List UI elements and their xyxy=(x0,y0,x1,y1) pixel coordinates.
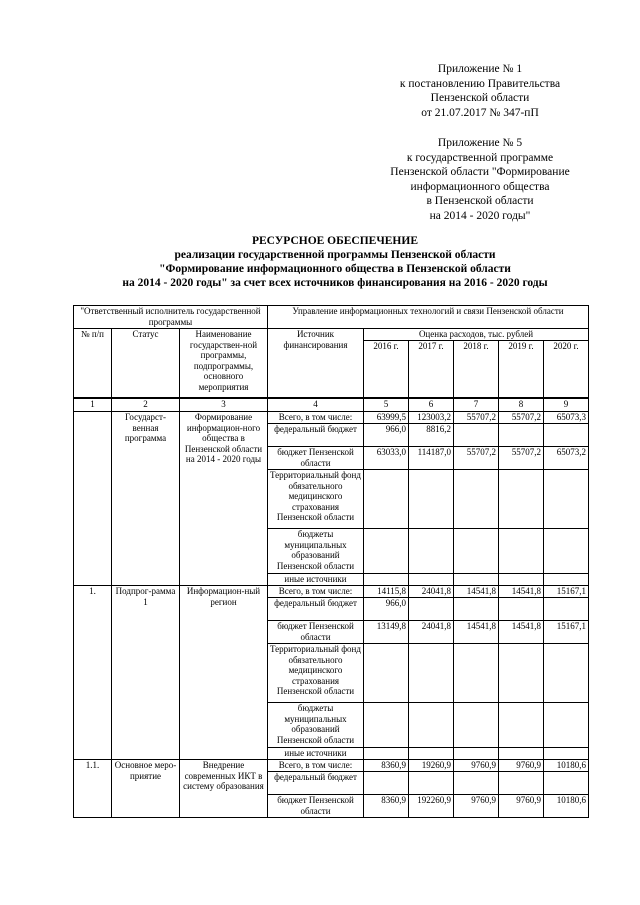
value-cell: 9760,9 xyxy=(454,795,499,818)
title-line: РЕСУРСНОЕ ОБЕСПЕЧЕНИЕ xyxy=(251,235,418,247)
source-municipal: бюджеты муниципальных образований Пензенской области xyxy=(268,703,364,748)
estimate-header: Оценка расходов, тыс. рублей xyxy=(364,329,589,341)
source-regional: бюджет Пензенской области xyxy=(268,621,364,644)
value-cell: 14541,8 xyxy=(499,621,544,644)
source-total: Всего, в том числе: xyxy=(268,760,364,772)
value-cell xyxy=(544,598,589,621)
value-cell: 24041,8 xyxy=(409,586,454,598)
value-cell: 14541,8 xyxy=(454,586,499,598)
row-num xyxy=(74,412,112,586)
value-cell: 114187,0 xyxy=(409,447,454,470)
source-other: иные источники xyxy=(268,574,364,586)
value-cell xyxy=(499,598,544,621)
col-number: 5 xyxy=(364,398,409,412)
appendix-5-line: Приложение № 5 xyxy=(437,137,523,149)
value-cell: 63033,0 xyxy=(364,447,409,470)
value-cell: 966,0 xyxy=(364,598,409,621)
table-row xyxy=(74,760,589,772)
executor-value: Управление информационных технологий и связи Пензенской области xyxy=(268,306,589,329)
year-header: 2019 г. xyxy=(499,340,544,398)
appendix-5-line: Пензенской области "Формирование xyxy=(390,166,570,178)
executor-label: "Ответственный исполнитель государственной программы xyxy=(74,306,268,329)
value-cell: 13149,8 xyxy=(364,621,409,644)
value-cell: 15167,1 xyxy=(544,586,589,598)
appendix-1-line: Пензенской области xyxy=(430,92,530,104)
value-cell: 19260,9 xyxy=(409,760,454,772)
row-status: Основное меро-приятие xyxy=(112,760,180,818)
title-line: "Формирование информационного общества в Пензенской области xyxy=(159,263,511,275)
value-cell xyxy=(499,424,544,447)
value-cell: 15167,1 xyxy=(544,621,589,644)
value-cell: 65073,3 xyxy=(544,412,589,424)
col-num-header: № п/п xyxy=(74,329,112,399)
value-cell: 10180,6 xyxy=(544,795,589,818)
executor-row xyxy=(74,306,589,329)
year-header: 2018 г. xyxy=(454,340,499,398)
value-cell: 192260,9 xyxy=(409,795,454,818)
value-cell xyxy=(364,772,409,795)
col-number: 6 xyxy=(409,398,454,412)
source-municipal: бюджеты муниципальных образований Пензенской области xyxy=(268,529,364,574)
document-title xyxy=(40,234,630,290)
col-number: 8 xyxy=(499,398,544,412)
title-line: реализации государственной программы Пензенской области xyxy=(174,249,496,261)
row-num: 1.1. xyxy=(74,760,112,818)
year-header: 2017 г. xyxy=(409,340,454,398)
value-cell: 55707,2 xyxy=(499,447,544,470)
value-cell: 55707,2 xyxy=(499,412,544,424)
value-cell: 63999,5 xyxy=(364,412,409,424)
source-total: Всего, в том числе: xyxy=(268,412,364,424)
col-name-header: Наименование государствен-ной программы, подпрограммы, основного мероприятия xyxy=(180,329,268,399)
table-row xyxy=(74,586,589,598)
value-cell: 14541,8 xyxy=(454,621,499,644)
header-row xyxy=(74,329,589,341)
row-status: Подпрог-рамма 1 xyxy=(112,586,180,760)
value-cell: 24041,8 xyxy=(409,621,454,644)
col-source-header: Источник финансирования xyxy=(268,329,364,399)
value-cell: 10180,6 xyxy=(544,760,589,772)
appendix-5-block xyxy=(360,136,600,223)
appendix-1-block xyxy=(360,62,600,120)
value-cell xyxy=(499,772,544,795)
value-cell: 9760,9 xyxy=(499,760,544,772)
appendix-5-line: в Пензенской области xyxy=(426,195,534,207)
value-cell: 8360,9 xyxy=(364,795,409,818)
appendix-5-line: информационного общества xyxy=(410,180,550,193)
col-number: 1 xyxy=(74,398,112,412)
source-federal: федеральный бюджет xyxy=(268,424,364,447)
row-status: Государст-венная программа xyxy=(112,412,180,586)
value-cell xyxy=(454,598,499,621)
value-cell xyxy=(544,424,589,447)
col-number: 4 xyxy=(268,398,364,412)
value-cell: 966,0 xyxy=(364,424,409,447)
value-cell xyxy=(454,424,499,447)
row-name: Внедрение современных ИКТ в систему образования xyxy=(180,760,268,818)
source-regional: бюджет Пензенской области xyxy=(268,447,364,470)
col-number: 3 xyxy=(180,398,268,412)
source-federal: федеральный бюджет xyxy=(268,598,364,621)
column-numbers-row xyxy=(74,398,589,412)
table-row xyxy=(74,412,589,424)
year-header: 2016 г. xyxy=(364,340,409,398)
row-name: Формирование информацион-ного общества в Пензенской области на 2014 - 2020 годы xyxy=(180,412,268,586)
source-tfoms: Территориальный фонд обязательного медицинского страхования Пензенской области xyxy=(268,470,364,529)
value-cell: 8360,9 xyxy=(364,760,409,772)
value-cell: 14115,8 xyxy=(364,586,409,598)
value-cell: 14541,8 xyxy=(499,586,544,598)
value-cell xyxy=(409,598,454,621)
value-cell: 9760,9 xyxy=(454,760,499,772)
appendix-5-line: к государственной программе xyxy=(406,151,554,164)
col-number: 9 xyxy=(544,398,589,412)
source-regional: бюджет Пензенской области xyxy=(268,795,364,818)
col-status-header: Статус xyxy=(112,329,180,399)
value-cell: 8816,2 xyxy=(409,424,454,447)
appendix-1-line: от 21.07.2017 № 347-пП xyxy=(421,106,539,119)
row-num: 1. xyxy=(74,586,112,760)
value-cell xyxy=(544,772,589,795)
appendix-5-line: на 2014 - 2020 годы" xyxy=(429,209,531,222)
value-cell: 9760,9 xyxy=(499,795,544,818)
source-total: Всего, в том числе: xyxy=(268,586,364,598)
appendix-1-line: Приложение № 1 xyxy=(437,63,523,75)
title-line: на 2014 - 2020 годы" за счет всех источников финансирования на 2016 - 2020 годы xyxy=(122,277,548,289)
col-number: 2 xyxy=(112,398,180,412)
col-number: 7 xyxy=(454,398,499,412)
value-cell xyxy=(409,772,454,795)
appendix-1-line: к постановлению Правительства xyxy=(399,77,561,90)
source-federal: федеральный бюджет xyxy=(268,772,364,795)
resource-table xyxy=(73,305,589,818)
source-tfoms: Территориальный фонд обязательного медицинского страхования Пензенской области xyxy=(268,644,364,703)
value-cell: 55707,2 xyxy=(454,447,499,470)
value-cell: 123003,2 xyxy=(409,412,454,424)
year-header: 2020 г. xyxy=(544,340,589,398)
value-cell: 55707,2 xyxy=(454,412,499,424)
source-other: иные источники xyxy=(268,748,364,760)
row-name: Информацион-ный регион xyxy=(180,586,268,760)
value-cell xyxy=(454,772,499,795)
value-cell: 65073,2 xyxy=(544,447,589,470)
